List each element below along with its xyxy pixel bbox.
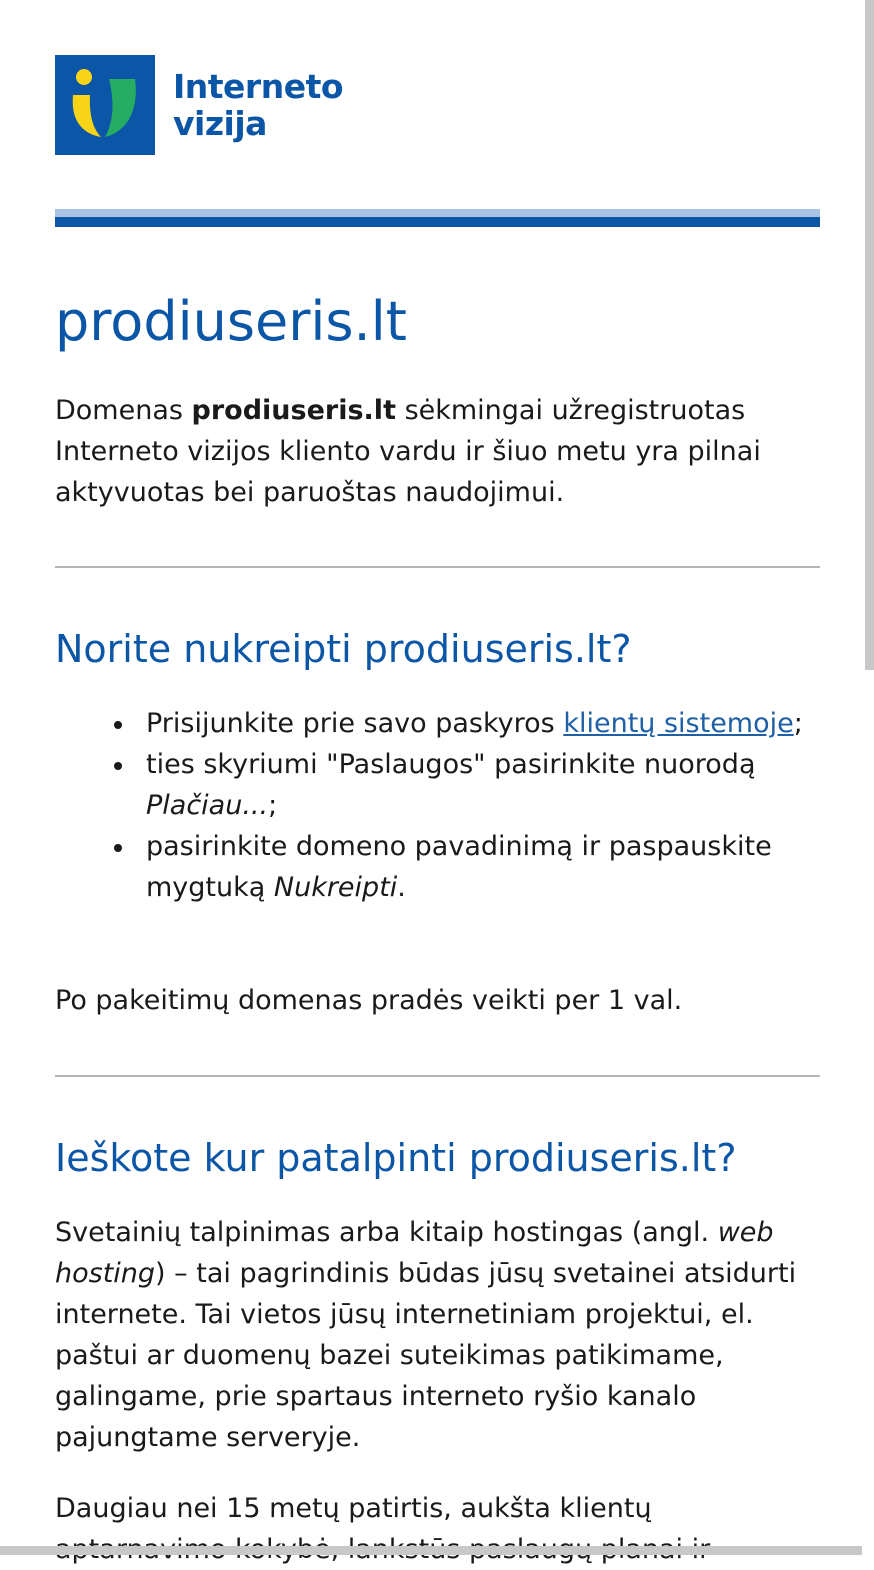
hosting-paragraph-2: Daugiau nei 15 metų patirtis, aukšta klientų (55, 1493, 652, 1524)
redirect-steps-list (55, 703, 820, 908)
hosting-paragraph: Svetainių talpinimas arba kitaip hostingas (angl. web hosting) – tai pagrindinis būdas jūsų svetainei atsidurti internete. Tai vietos jūsų internetiniam projektui, el. paštui ar duomenų bazei suteikimas patikimame, galingame, prie spartaus interneto ryšio kanalo pajungtame serveryje. (55, 1217, 797, 1453)
logo-line-1: Interneto (173, 67, 344, 106)
interneto-vizija-logo[interactable] (55, 55, 343, 155)
intro-text-end: sėkmingai užregistruotas Interneto vizijos kliento vardu ir šiuo metu yra pilnai aktyvuotas bei paruoštas naudojimui. (55, 395, 761, 508)
redirect-note: Po pakeitimų domenas pradės veikti per 1 val. (55, 985, 683, 1016)
section-hosting-title: Ieškote kur patalpinti prodiuseris.lt? (55, 1136, 737, 1180)
intro-text-start: Domenas (55, 395, 192, 426)
horizontal-scrollbar[interactable] (0, 1546, 862, 1555)
list-item: pasirinkite domeno pavadinimą ir paspauskite mygtuką Nukreipti. (146, 826, 820, 908)
logo-line-2: vizija (173, 104, 267, 143)
page-title: prodiuseris.lt (55, 290, 407, 353)
list-item: ties skyriumi "Paslaugos" pasirinkite nuorodą Plačiau...; (146, 744, 820, 826)
client-system-link[interactable]: klientų sistemoje (563, 708, 794, 739)
header-stripe (55, 209, 820, 227)
list-item: Prisijunkite prie savo paskyros klientų sistemoje; (146, 703, 820, 744)
logo-icon (55, 55, 155, 155)
logo-wordmark (173, 68, 343, 142)
vertical-scrollbar[interactable] (865, 0, 874, 670)
intro-domain-bold: prodiuseris.lt (191, 395, 396, 426)
divider (55, 1075, 820, 1077)
intro-paragraph (55, 390, 820, 513)
divider (55, 566, 820, 568)
section-redirect-title: Norite nukreipti prodiuseris.lt? (55, 627, 632, 671)
